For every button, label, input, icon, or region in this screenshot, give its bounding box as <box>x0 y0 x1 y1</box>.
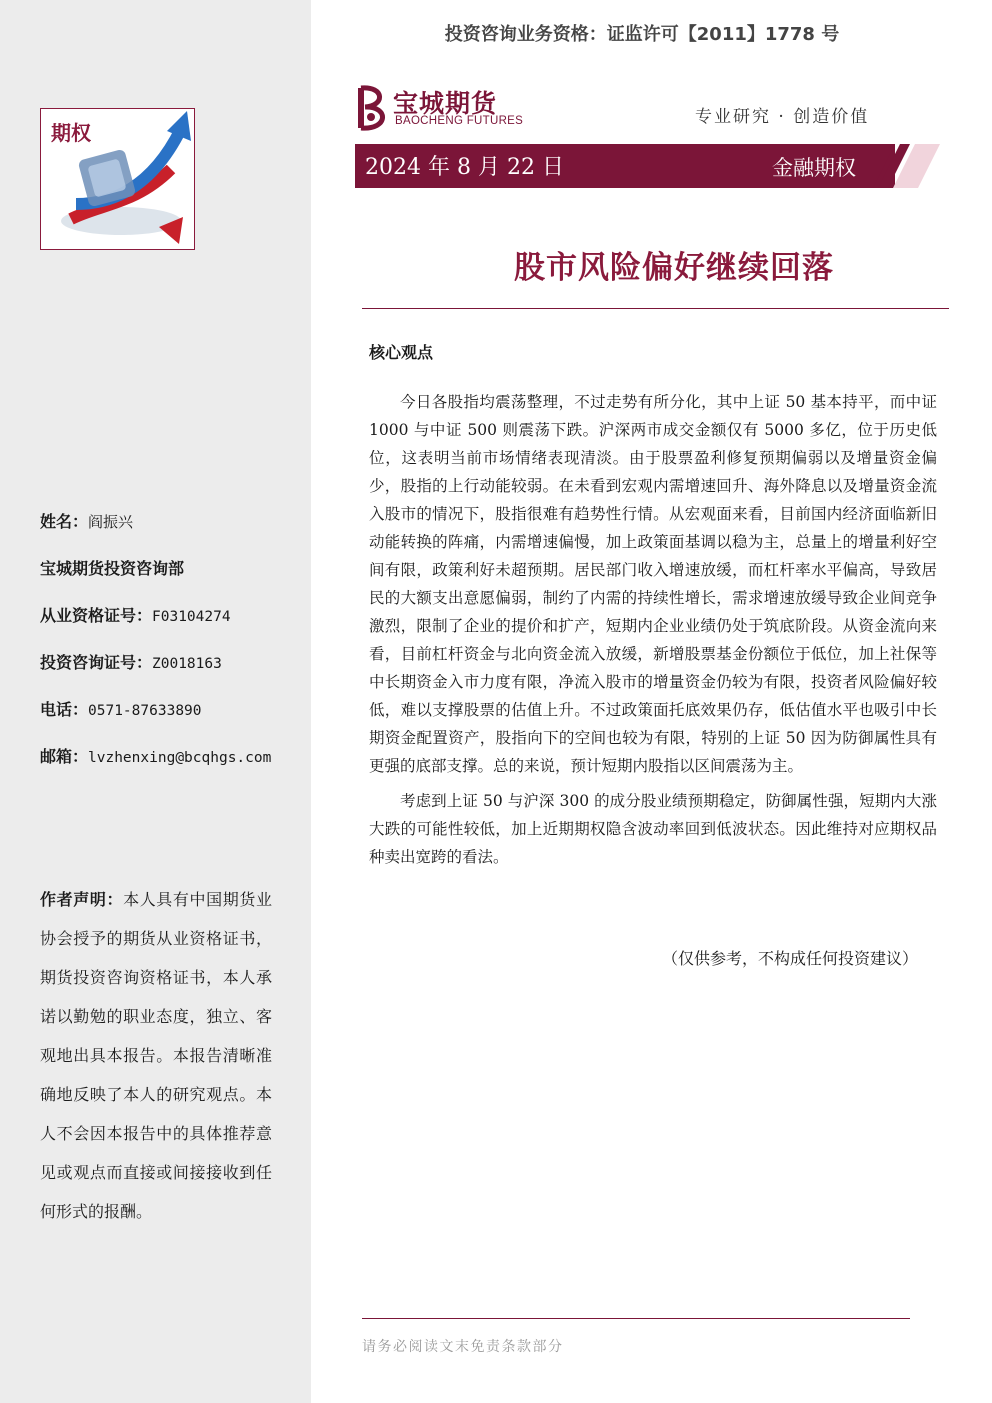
company-logo <box>355 84 525 134</box>
author-org: 宝城期货投资咨询部 <box>40 559 185 578</box>
author-declaration <box>40 880 272 1231</box>
footer-disclaimer: 请务必阅读文末免责条款部分 <box>362 1339 564 1355</box>
advisory-label: 投资咨询证号： <box>40 653 153 672</box>
logo-english: BAOCHENG FUTURES <box>395 115 524 127</box>
email-line <box>40 743 300 790</box>
email-address[interactable]: lvzhenxing@bcqhgs.com <box>88 750 272 766</box>
email-label: 邮箱： <box>40 747 89 766</box>
report-date: 2024 年 8 月 22 日 <box>365 155 564 180</box>
baocheng-logo-icon <box>355 84 391 132</box>
phone-line <box>40 696 300 743</box>
reference-note: （仅供参考，不构成任何投资建议） <box>662 949 919 968</box>
license-text: 投资咨询业务资格：证监许可【2011】1778 号 <box>444 24 840 45</box>
report-title: 股市风险偏好继续回落 <box>514 250 834 286</box>
section-heading: 核心观点 <box>369 343 434 362</box>
banner-stripes-icon <box>860 144 940 188</box>
author-name: 阎振兴 <box>88 513 134 531</box>
slogan: 专业研究 · 创造价值 <box>695 107 870 127</box>
footer-divider <box>362 1318 910 1319</box>
author-info <box>40 508 300 790</box>
logo-chinese: 宝城期货 <box>393 89 498 118</box>
author-org-line <box>40 555 300 602</box>
report-category: 金融期权 <box>772 156 856 180</box>
author-name-line <box>40 508 300 555</box>
advisory-number: Z0018163 <box>152 656 222 672</box>
sidebar <box>0 0 311 1403</box>
name-label: 姓名： <box>40 512 89 531</box>
phone-number: 0571-87633890 <box>88 703 202 719</box>
cert-label: 从业资格证号： <box>40 606 153 625</box>
phone-label: 电话： <box>40 700 89 719</box>
body-paragraph-1: 今日各股指均震荡整理，不过走势有所分化，其中上证 50 基本持平，而中证 1000 与中证 500 则震荡下跌。沪深两市成交金额仅有 5000 多亿，位于历史低位，这表明当前市场情绪表现清淡。由于股票盈利修复预期偏弱以及增量资金偏少，股指的上行动能较弱。在未看到宏观内需增速回升、海外降息以及增量资金流入股市的情况下，股指很难有趋势性行情。从宏观面来看，目前国内经济面临新旧动能转换的阵痛，内需增速偏慢，加上政策面基调以稳为主，总量上的增量利好空间有限，政策利好未超预期。居民部门收入增速放缓，而杠杆率水平偏高，导致居民的大额支出意愿偏弱，制约了内需的持续性增长，需求增速放缓导致企业间竞争激烈，限制了企业的提价和扩产，短期内企业业绩仍处于筑底阶段。从资金流向来看，目前杠杆资金与北向资金流入放缓，新增股票基金份额位于低位，加上社保等中长期资金入市力度有限，净流入股市的增量资金仍较为有限，投资者风险偏好较低，难以支撑股票的估值上升。不过政策面托底效果仍存，低估值水平也吸引中长期资金配置资产，股指向下的空间也较为有限，特别的上证 50 因为防御属性具有更强的底部支撑。总的来说，预计短期内股指以区间震荡为主。 <box>369 393 937 775</box>
title-divider <box>362 308 949 309</box>
badge-label: 期权 <box>51 121 91 145</box>
report-body <box>369 388 937 878</box>
cert-line <box>40 602 300 649</box>
cert-number: F03104274 <box>152 609 231 625</box>
options-badge <box>40 108 195 250</box>
advisory-line <box>40 649 300 696</box>
declaration-text: 本人具有中国期货业协会授予的期货从业资格证书，期货投资咨询资格证书，本人承诺以勤勉的职业态度，独立、客观地出具本报告。本报告清晰准确地反映了本人的研究观点。本人不会因本报告中的具体推荐意见或观点而直接或间接接收到任何形式的报酬。 <box>40 890 272 1221</box>
body-paragraph-2: 考虑到上证 50 与沪深 300 的成分股业绩预期稳定，防御属性强，短期内大涨大跌的可能性较低，加上近期期权隐含波动率回到低波状态。因此维持对应期权品种卖出宽跨的看法。 <box>369 792 937 866</box>
declaration-label: 作者声明： <box>40 890 124 909</box>
